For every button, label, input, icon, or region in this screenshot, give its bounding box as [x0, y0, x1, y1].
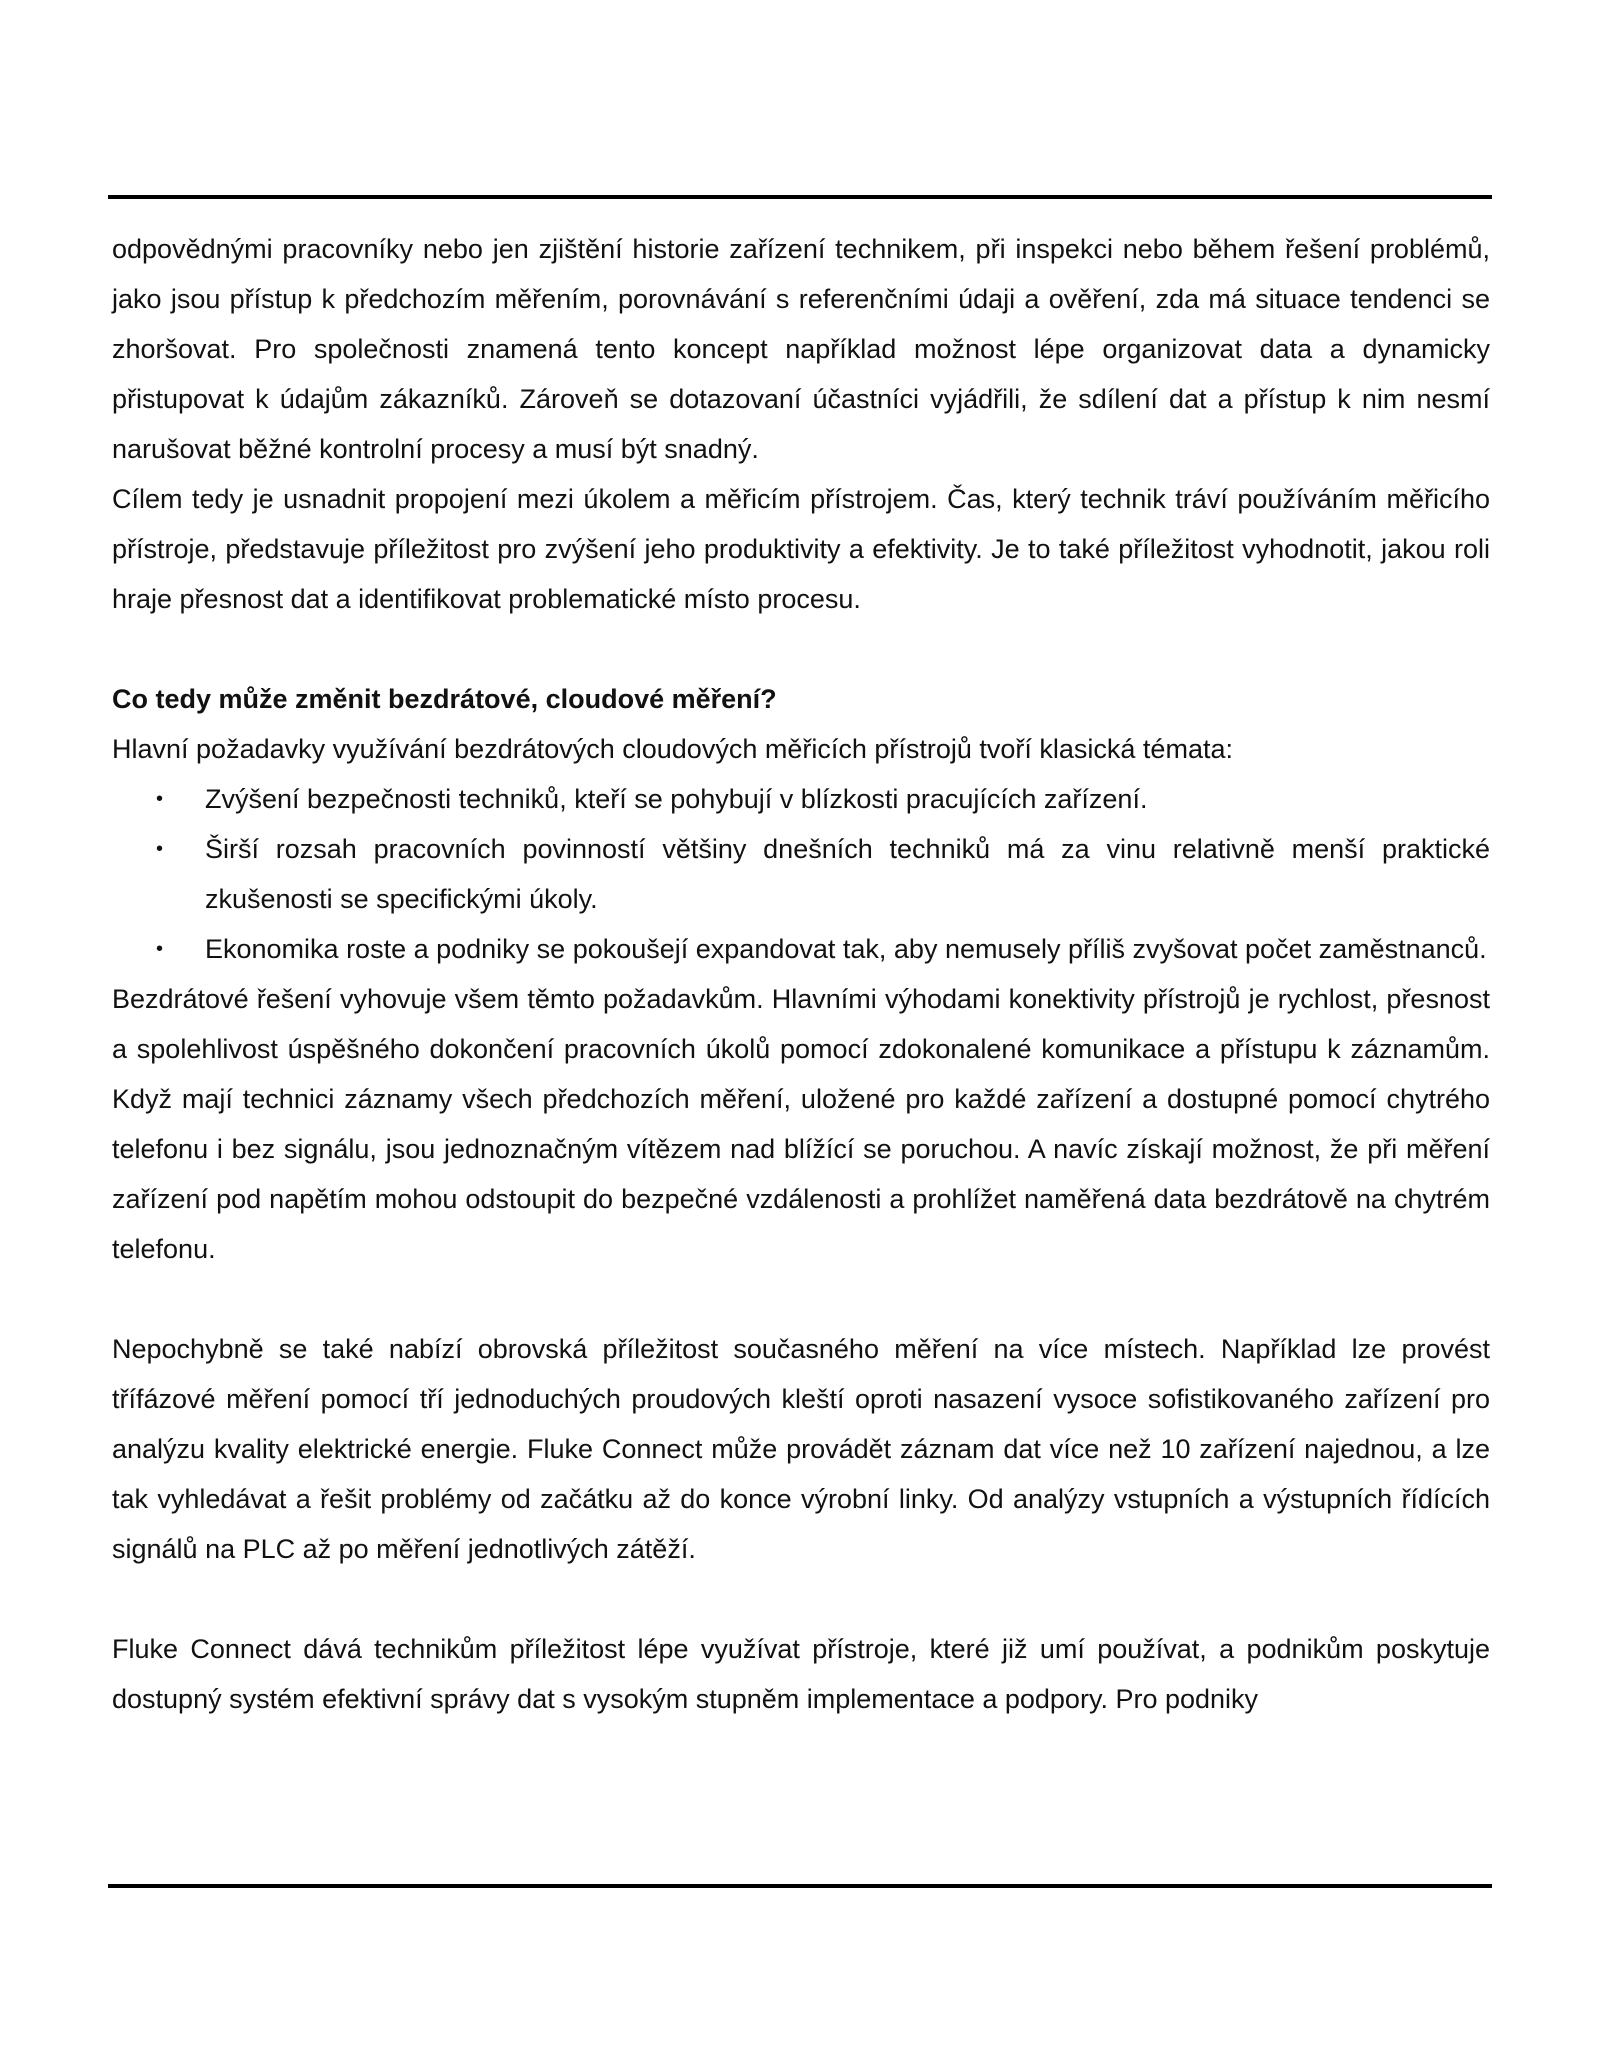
bullet-icon: • — [156, 938, 164, 960]
bullet-icon: • — [156, 788, 164, 810]
list-item-text: Zvýšení bezpečnosti techniků, kteří se pohybují v blízkosti pracujících zařízení. — [205, 784, 1148, 814]
header-rule — [108, 195, 1492, 199]
requirements-list — [112, 774, 1490, 974]
section-heading: Co tedy může změnit bezdrátové, cloudové měření? — [112, 684, 777, 714]
paragraph-gap — [112, 624, 1490, 674]
intro-paragraph: Hlavní požadavky využívání bezdrátových cloudových měřicích přístrojů tvoří klasická témata: — [112, 734, 1233, 764]
footer-rule — [108, 1884, 1492, 1888]
list-item — [112, 824, 1490, 924]
document-body — [112, 224, 1490, 1724]
paragraph-responsible-workers: odpovědnými pracovníky nebo jen zjištění historie zařízení technikem, při inspekci nebo během řešení problémů, jako jsou přístup k předchozím měřením, porovnávání s referenčními údaji a ověření, zda má situace tendenci se zhoršovat. Pro společnosti znamená tento koncept například možnost lépe organizovat data a dynamicky přistupovat k údajům zákazníků. Zároveň se dotazovaní účastníci vyjádřili, že sdílení dat a přístup k nim nesmí narušovat běžné kontrolní procesy a musí být snadný. — [112, 234, 1490, 464]
list-item — [112, 774, 1490, 824]
list-item-text: Ekonomika roste a podniky se pokoušejí expandovat tak, aby nemusely příliš zvyšovat počet zaměstnanců. — [205, 934, 1487, 964]
bullet-icon: • — [156, 838, 164, 860]
paragraph-fluke-connect: Fluke Connect dává technikům příležitost lépe využívat přístroje, které již umí používat, a podnikům poskytuje dostupný systém efektivní správy dat s vysokým stupněm implementace a podpory. Pro podniky — [112, 1634, 1490, 1714]
list-item — [112, 924, 1490, 974]
paragraph-gap — [112, 1574, 1490, 1624]
paragraph-gap — [112, 1274, 1490, 1324]
paragraph-multi-point-measurement: Nepochybně se také nabízí obrovská příležitost současného měření na více místech. Například lze provést třífázové měření pomocí tří jednoduchých proudových kleští oproti nasazení vysoce sofistikovaného zařízení pro analýzu kvality elektrické energie. Fluke Connect může provádět záznam dat více než 10 zařízení najednou, a lze tak vyhledávat a řešit problémy od začátku až do konce výrobní linky. Od analýzy vstupních a výstupních řídících signálů na PLC až po měření jednotlivých zátěží. — [112, 1334, 1490, 1564]
paragraph-wireless-solution: Bezdrátové řešení vyhovuje všem těmto požadavkům. Hlavními výhodami konektivity přístrojů je rychlost, přesnost a spolehlivost úspěšného dokončení pracovních úkolů pomocí zdokonalené komunikace a přístupu k záznamům. Když mají technici záznamy všech předchozích měření, uložené pro každé zařízení a dostupné pomocí chytrého telefonu i bez signálu, jsou jednoznačným vítězem nad blížící se poruchou. A navíc získají možnost, že při měření zařízení pod napětím mohou odstoupit do bezpečné vzdálenosti a prohlížet naměřená data bezdrátově na chytrém telefonu. — [112, 984, 1490, 1264]
list-item-text: Širší rozsah pracovních povinností většiny dnešních techniků má za vinu relativně menší praktické zkušenosti se specifickými úkoly. — [205, 834, 1490, 914]
paragraph-goal: Cílem tedy je usnadnit propojení mezi úkolem a měřicím přístrojem. Čas, který technik tráví používáním měřicího přístroje, představuje příležitost pro zvýšení jeho produktivity a efektivity. Je to také příležitost vyhodnotit, jakou roli hraje přesnost dat a identifikovat problematické místo procesu. — [112, 484, 1490, 614]
